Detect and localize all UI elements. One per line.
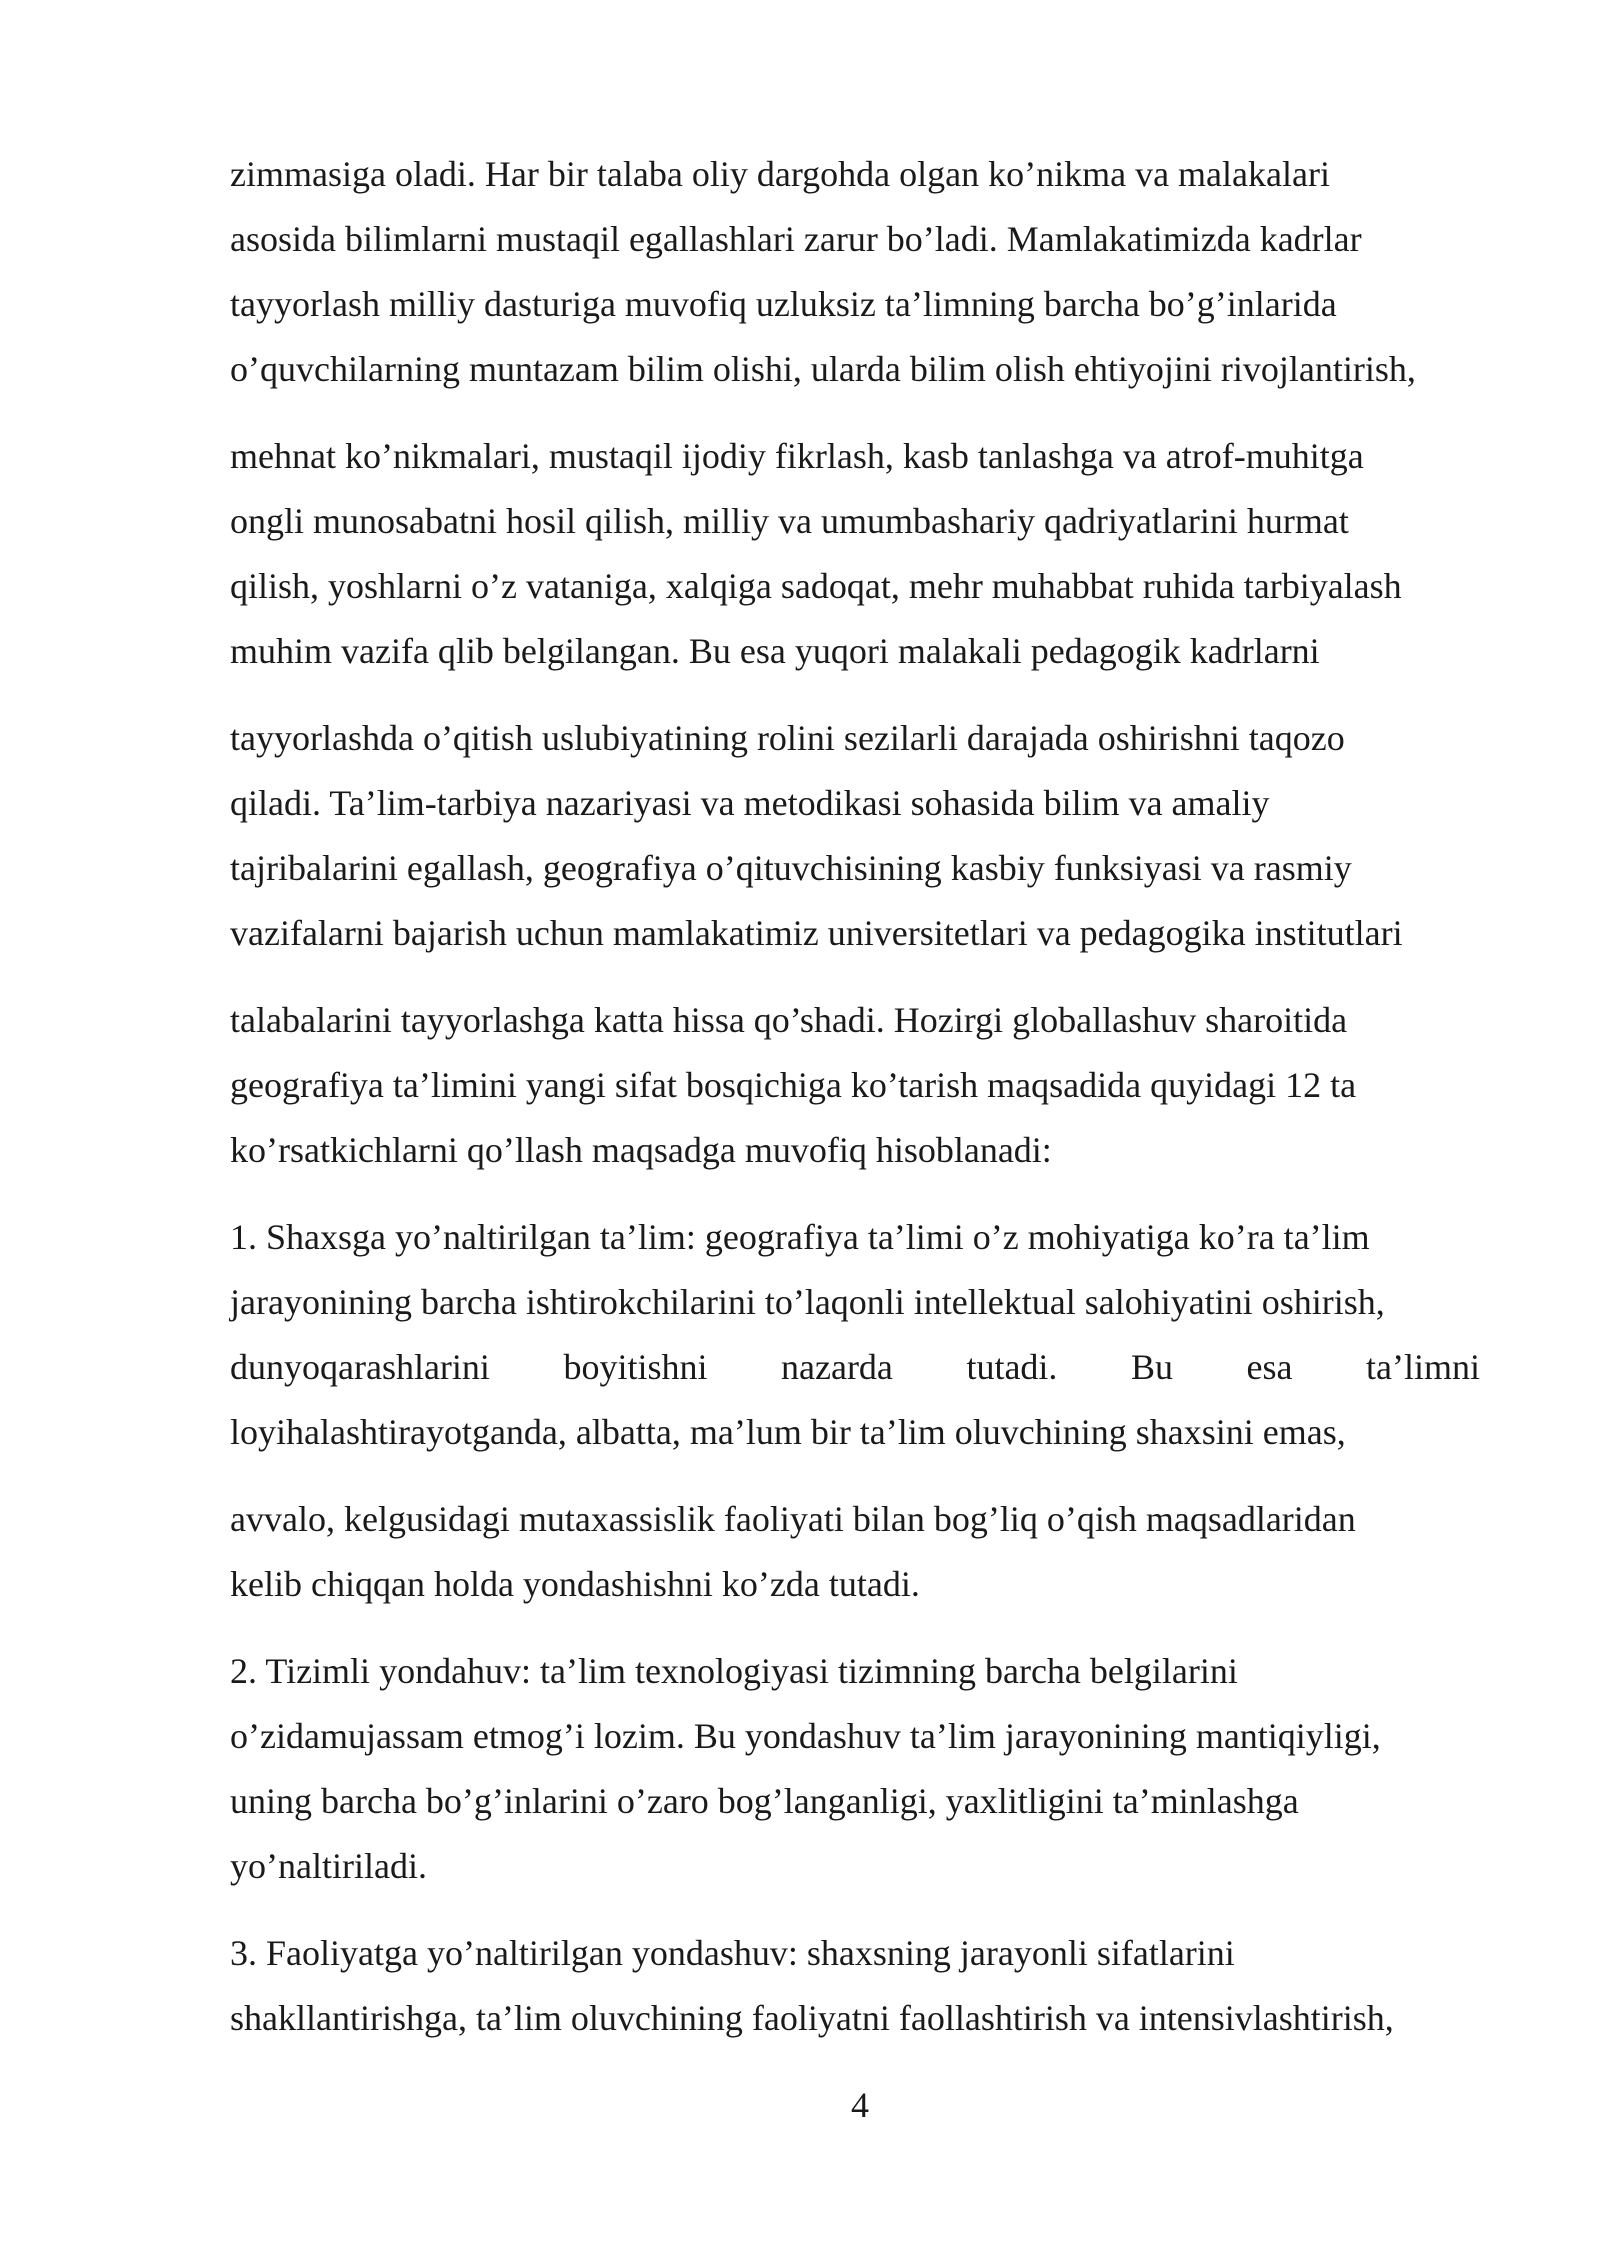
text-line: muhim vazifa qlib belgilangan. Bu esa yuqori malakali pedagogik kadrlarni bbox=[230, 631, 1320, 671]
text-line: mehnat ko’nikmalari, mustaqil ijodiy fikrlash, kasb tanlashga va atrof-muhitga bbox=[230, 436, 1364, 476]
text-line: 2. Tizimli yondahuv: ta’lim texnologiyasi tizimning barcha belgilarini bbox=[230, 1651, 1238, 1691]
paragraph-gap bbox=[230, 1465, 1480, 1487]
text-line: ongli munosabatni hosil qilish, milliy va umumbashariy qadriyatlarini hurmat bbox=[230, 501, 1349, 541]
text-line: 3. Faoliyatga yo’naltirilgan yondashuv: shaxsning jarayonli sifatlarini bbox=[230, 1933, 1235, 1973]
text-line: loyihalashtirayotganda, albatta, ma’lum bir ta’lim oluvchining shaxsini emas, bbox=[230, 1412, 1346, 1452]
text-line: 1. Shaxsga yo’naltirilgan ta’lim: geografiya ta’limi o’z mohiyatiga ko’ra ta’lim bbox=[230, 1217, 1370, 1257]
text-line: talabalarini tayyorlashga katta hissa qo’shadi. Hozirgi globallashuv sharoitida bbox=[230, 1000, 1348, 1040]
paragraph-gap bbox=[230, 1183, 1480, 1205]
text-line: asosida bilimlarni mustaqil egallashlari zarur bo’ladi. Mamlakatimizda kadrlar bbox=[230, 219, 1362, 259]
text-line: jarayonining barcha ishtirokchilarini to’laqonli intellektual salohiyatini oshirish, bbox=[230, 1282, 1385, 1322]
text-line: o’zidamujassam etmog’i lozim. Bu yondashuv ta’lim jarayonining mantiqiyligi, bbox=[230, 1716, 1381, 1756]
text-line: zimmasiga oladi. Har bir talaba oliy dargohda olgan ko’nikma va malakalari bbox=[230, 154, 1330, 194]
paragraph-gap bbox=[230, 684, 1480, 706]
text-line: dunyoqarashlarini boyitishni nazarda tutadi. Bu esa ta’limni bbox=[230, 1347, 1480, 1387]
text-line: qiladi. Ta’lim-tarbiya nazariyasi va metodikasi sohasida bilim va amaliy bbox=[230, 783, 1270, 823]
text-line: tayyorlash milliy dasturiga muvofiq uzluksiz ta’limning barcha bo’g’inlarida bbox=[230, 284, 1337, 324]
text-line: yo’naltiriladi. bbox=[230, 1846, 427, 1886]
text-line: shakllantirishga, ta’lim oluvchining faoliyatni faollashtirish va intensivlashtirish, bbox=[230, 1998, 1394, 2038]
text-line: ko’rsatkichlarni qo’llash maqsadga muvofiq hisoblanadi: bbox=[230, 1130, 1052, 1170]
text-line: qilish, yoshlarni o’z vataniga, xalqiga sadoqat, mehr muhabbat ruhida tarbiyalash bbox=[230, 566, 1402, 606]
text-line: tajribalarini egallash, geografiya o’qituvchisining kasbiy funksiyasi va rasmiy bbox=[230, 848, 1352, 888]
paragraph-gap bbox=[230, 402, 1480, 424]
text-line: uning barcha bo’g’inlarini o’zaro bog’langanligi, yaxlitligini ta’minlashga bbox=[230, 1781, 1299, 1821]
page-number: 4 bbox=[851, 2085, 869, 2125]
text-line: avvalo, kelgusidagi mutaxassislik faoliyati bilan bog’liq o’qish maqsadlaridan bbox=[230, 1499, 1356, 1539]
text-line: geografiya ta’limini yangi sifat bosqichiga ko’tarish maqsadida quyidagi 12 ta bbox=[230, 1065, 1357, 1105]
body-text bbox=[230, 142, 1480, 2051]
text-line: vazifalarni bajarish uchun mamlakatimiz universitetlari va pedagogika institutlari bbox=[230, 913, 1403, 953]
paragraph-gap bbox=[230, 1899, 1480, 1921]
text-line: o’quvchilarning muntazam bilim olishi, ularda bilim olish ehtiyojini rivojlantirish, bbox=[230, 349, 1416, 389]
paragraph-gap bbox=[230, 966, 1480, 988]
text-line: tayyorlashda o’qitish uslubiyatining rolini sezilarli darajada oshirishni taqozo bbox=[230, 718, 1345, 758]
paragraph-gap bbox=[230, 1617, 1480, 1639]
text-line: kelib chiqqan holda yondashishni ko’zda tutadi. bbox=[230, 1564, 920, 1604]
